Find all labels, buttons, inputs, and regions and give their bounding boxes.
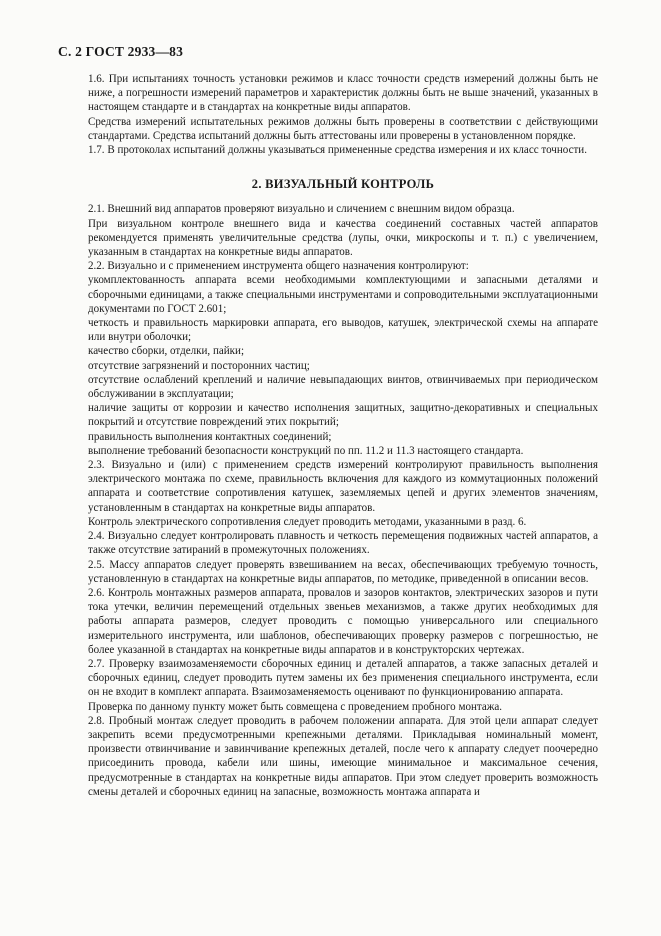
list-item: правильность выполнения контактных соединений; bbox=[88, 430, 332, 443]
page-header: С. 2 ГОСТ 2933—83 bbox=[58, 44, 184, 59]
list-item: отсутствие загрязнений и посторонних частиц; bbox=[88, 359, 310, 372]
paragraph-2-3: 2.3. Визуально и (или) с применением средств измерений контролируют правильность выполнения электрического монтажа по схеме, правильность включения для каждого из коммутационных положений аппарата и соответствие сопротивления катушек, заземляемых цепей и других элементов значениям, установленным в стандартах на конкретные виды аппаратов. bbox=[88, 459, 598, 514]
list-item: укомплектованность аппарата всеми необходимыми комплектующими и запасными деталями и сборочными единицами, а также специальными инструментами и сопроводительными эксплуатационными документами по ГОСТ 2.601; bbox=[88, 274, 598, 315]
paragraph-2-2: 2.2. Визуально и с применением инструмента общего назначения контролируют: bbox=[88, 260, 469, 273]
list-item: качество сборки, отделки, пайки; bbox=[88, 345, 245, 358]
list-item: отсутствие ослаблений креплений и наличие невыпадающих винтов, отвинчиваемых при периодическом обслуживании в эксплуатации; bbox=[88, 373, 598, 401]
paragraph-2-8: 2.8. Пробный монтаж следует проводить в рабочем положении аппарата. Для этой цели аппарат следует закрепить всеми предусмотренными крепежными деталями. Прикладывая номинальный момент, произвести отвинчивание и завинчивание крепежных деталей, после чего к аппарату следует поочередно присоединить провода, кабели или шины, имеющие минимальное и максимальное сечения, предусмотренные в стандартах на конкретные виды аппаратов. При этом следует проверить возможность смены деталей и сборочных единиц на запасные, возможность монтажа аппарата и bbox=[88, 714, 598, 798]
paragraph-2-1: 2.1. Внешний вид аппаратов проверяют визуально и сличением с внешним видом образца. bbox=[88, 203, 515, 216]
list-item: наличие защиты от коррозии и качество исполнения защитных, защитно-декоративных и специальных покрытий и отсутствие повреждений этих покрытий; bbox=[88, 402, 598, 429]
list-item: четкость и правильность маркировки аппарата, его выводов, катушек, электрической схемы на аппарате или внутри оболочки; bbox=[88, 317, 598, 344]
document-body bbox=[88, 72, 598, 799]
section-title: 2. ВИЗУАЛЬНЫЙ КОНТРОЛЬ bbox=[251, 177, 435, 192]
paragraph-2-7-cont: Проверка по данному пункту может быть совмещена с проведением пробного монтажа. bbox=[88, 700, 503, 713]
paragraph-1-6: 1.6. При испытаниях точность установки режимов и класс точности средств измерений должны быть не ниже, а погрешности измерений параметров и характеристик должны быть не выше значений, указанных в настоящем стандарте и в стандартах на конкретные виды аппаратов. bbox=[88, 73, 598, 114]
paragraph-1-6-cont: Средства измерений испытательных режимов должны быть проверены в соответствии с действующими стандартами. Средства испытаний должны быть аттестованы или проверены в установленном порядке. bbox=[88, 115, 598, 142]
paragraph-2-7: 2.7. Проверку взаимозаменяемости сборочных единиц и деталей аппаратов, а также запасных деталей и сборочных единиц, следует проводить путем замены их без применения специального инструмента, если он не входит в комплект аппарата. Взаимозаменяемость оценивают по функционированию аппарата. bbox=[88, 657, 598, 699]
paragraph-2-3-cont: Контроль электрического сопротивления следует проводить методами, указанными в разд. 6. bbox=[88, 515, 527, 528]
list-item: выполнение требований безопасности конструкций по пп. 11.2 и 11.3 настоящего стандарта. bbox=[88, 444, 524, 457]
paragraph-2-6: 2.6. Контроль монтажных размеров аппарата, провалов и зазоров контактов, электрических зазоров и пути тока утечки, величин перемещений отдельных звеньев механизмов, а также других необходимых для работы аппарата размеров, следует проводить с помощью универсального или специального измерительного инструмента, или шаблонов, обеспечивающих проверку размеров с погрешностью, не более указанной в стандартах на конкретные виды аппаратов и в конструкторских чертежах. bbox=[88, 586, 598, 656]
paragraph-1-7: 1.7. В протоколах испытаний должны указываться примененные средства измерения и их класс точности. bbox=[88, 144, 587, 157]
paragraph-2-5: 2.5. Массу аппаратов следует проверять взвешиванием на весах, обеспечивающих требуемую точность, установленную в стандартах на конкретные виды аппаратов, по методике, приведенной в описании весов. bbox=[88, 558, 598, 585]
paragraph-2-1-cont: При визуальном контроле внешнего вида и качества соединений составных частей аппаратов рекомендуется применять увеличительные средства (лупы, очки, микроскопы и т. п.) с увеличением, указанным в стандартах на конкретные виды аппаратов. bbox=[88, 217, 598, 259]
paragraph-2-4: 2.4. Визуально следует контролировать плавность и четкость перемещения подвижных частей аппаратов, а также отсутствие затираний в промежуточных положениях. bbox=[88, 530, 598, 557]
